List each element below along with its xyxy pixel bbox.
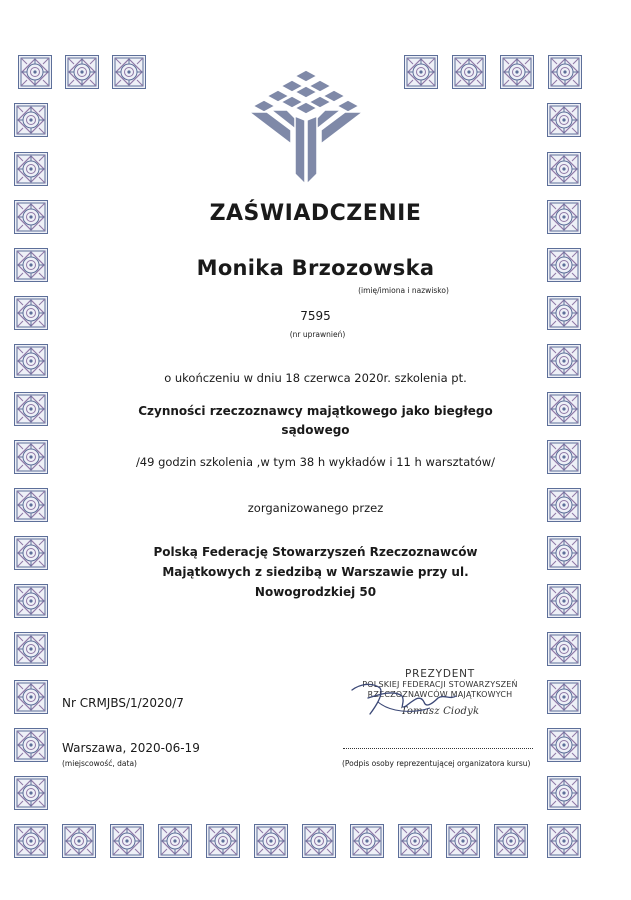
- ornament-tile: [547, 152, 581, 186]
- organizer-line1: Polską Federację Stowarzyszeń Rzeczoznawców: [153, 545, 478, 559]
- certificate-title: ZAŚWIADCZENIE: [209, 201, 422, 226]
- organizer-line3: Nowogrodzkiej 50: [254, 585, 377, 599]
- handwritten-signature: [350, 676, 460, 720]
- license-number: 7595: [300, 309, 331, 323]
- stamp-role: PREZYDENT: [404, 668, 476, 680]
- ornament-tile: [65, 55, 99, 89]
- organizer-line2: Majątkowych z siedzibą w Warszawie przy ul.: [162, 565, 469, 579]
- ornament-tile: [494, 824, 528, 858]
- course-title-line2: sądowego: [281, 423, 350, 437]
- ornament-tile: [398, 824, 432, 858]
- organized-by: zorganizowanego przez: [247, 501, 384, 515]
- course-title: [0, 402, 631, 440]
- ornament-tile: [206, 824, 240, 858]
- organizer: [0, 542, 631, 602]
- ornament-tile: [14, 103, 48, 137]
- stamp-line2: RZECZOZNAWCÓW MAJĄTKOWYCH: [367, 690, 513, 699]
- ornament-tile: [302, 824, 336, 858]
- name-caption: (imię/imiona i nazwisko): [358, 286, 449, 295]
- place-date: Warszawa, 2020-06-19: [62, 741, 200, 755]
- ornament-tile: [547, 680, 581, 714]
- ornament-tile: [14, 728, 48, 762]
- hours-line: /49 godzin szkolenia ,w tym 38 h wykładów i 11 h warsztatów/: [135, 455, 496, 469]
- ornament-tile: [18, 55, 52, 89]
- completion-line: o ukończeniu w dniu 18 czerwca 2020r. szkolenia pt.: [164, 371, 467, 385]
- license-caption: (nr uprawnień): [289, 330, 346, 339]
- document-number: Nr CRMJBS/1/2020/7: [62, 696, 184, 710]
- ornament-tile: [158, 824, 192, 858]
- stamp-line1: POLSKIEJ FEDERACJI STOWARZYSZEŃ: [362, 680, 518, 689]
- ornament-tile: [547, 776, 581, 810]
- ornament-tile: [112, 55, 146, 89]
- federation-logo: [247, 68, 365, 186]
- ornament-tile: [14, 680, 48, 714]
- ornament-tile: [452, 55, 486, 89]
- ornament-tile: [547, 728, 581, 762]
- ornament-tile: [548, 55, 582, 89]
- signature-line: [343, 744, 533, 749]
- recipient-name: Monika Brzozowska: [196, 256, 435, 280]
- ornament-tile: [350, 824, 384, 858]
- ornament-tile: [110, 824, 144, 858]
- ornament-tile: [404, 55, 438, 89]
- ornament-tile: [547, 632, 581, 666]
- ornament-tile: [547, 103, 581, 137]
- course-title-line1: Czynności rzeczoznawcy majątkowego jako biegłego: [138, 404, 493, 418]
- ornament-tile: [500, 55, 534, 89]
- stamp-signer: Tomasz Ciodyk: [400, 706, 480, 717]
- signature-caption: (Podpis osoby reprezentującej organizatora kursu): [342, 759, 531, 768]
- ornament-tile: [14, 824, 48, 858]
- ornament-tile: [254, 824, 288, 858]
- ornament-tile: [14, 776, 48, 810]
- ornament-tile: [547, 824, 581, 858]
- ornament-tile: [446, 824, 480, 858]
- ornament-tile: [14, 152, 48, 186]
- ornament-tile: [14, 632, 48, 666]
- ornament-tile: [62, 824, 96, 858]
- place-date-caption: (miejscowość, data): [62, 759, 137, 768]
